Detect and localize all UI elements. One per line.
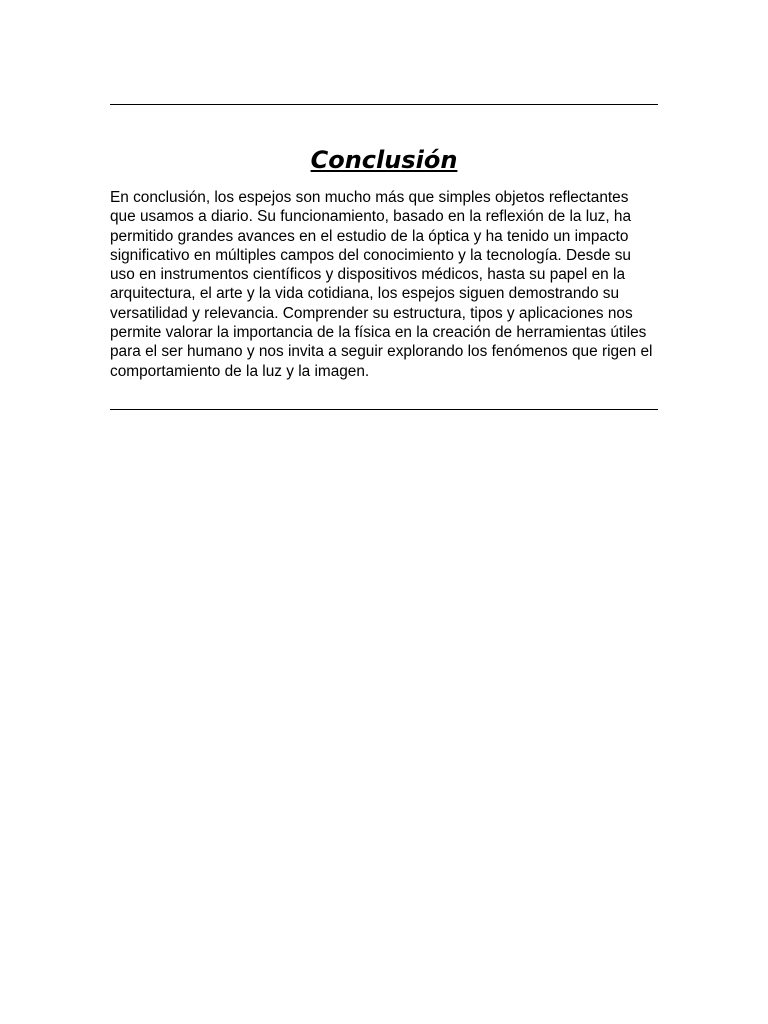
paragraph-line: significativo en múltiples campos del conocimiento y la tecnología. Desde su — [110, 246, 631, 264]
paragraph-line: uso en instrumentos científicos y dispositivos médicos, hasta su papel en la — [110, 266, 626, 284]
page-title: Conclusión — [310, 146, 458, 174]
paragraph-line: En conclusión, los espejos son mucho más que simples objetos reflectantes — [110, 189, 629, 206]
bottom-horizontal-rule — [110, 409, 658, 410]
paragraph-line: permitido grandes avances en el estudio de la óptica y ha tenido un impacto — [110, 227, 629, 245]
paragraph-line: para el ser humano y nos invita a seguir explorando los fenómenos que rigen el — [110, 343, 653, 361]
top-horizontal-rule — [110, 104, 658, 105]
paragraph-line: comportamiento de la luz y la imagen. — [110, 362, 370, 380]
paragraph-line: permite valorar la importancia de la física en la creación de herramientas útiles — [110, 324, 647, 342]
conclusion-paragraph — [110, 188, 662, 381]
paragraph-line: arquitectura, el arte y la vida cotidiana, los espejos siguen demostrando su — [110, 285, 620, 303]
paragraph-line: versatilidad y relevancia. Comprender su estructura, tipos y aplicaciones nos — [110, 304, 633, 322]
paragraph-line: que usamos a diario. Su funcionamiento, basado en la reflexión de la luz, ha — [110, 208, 632, 226]
